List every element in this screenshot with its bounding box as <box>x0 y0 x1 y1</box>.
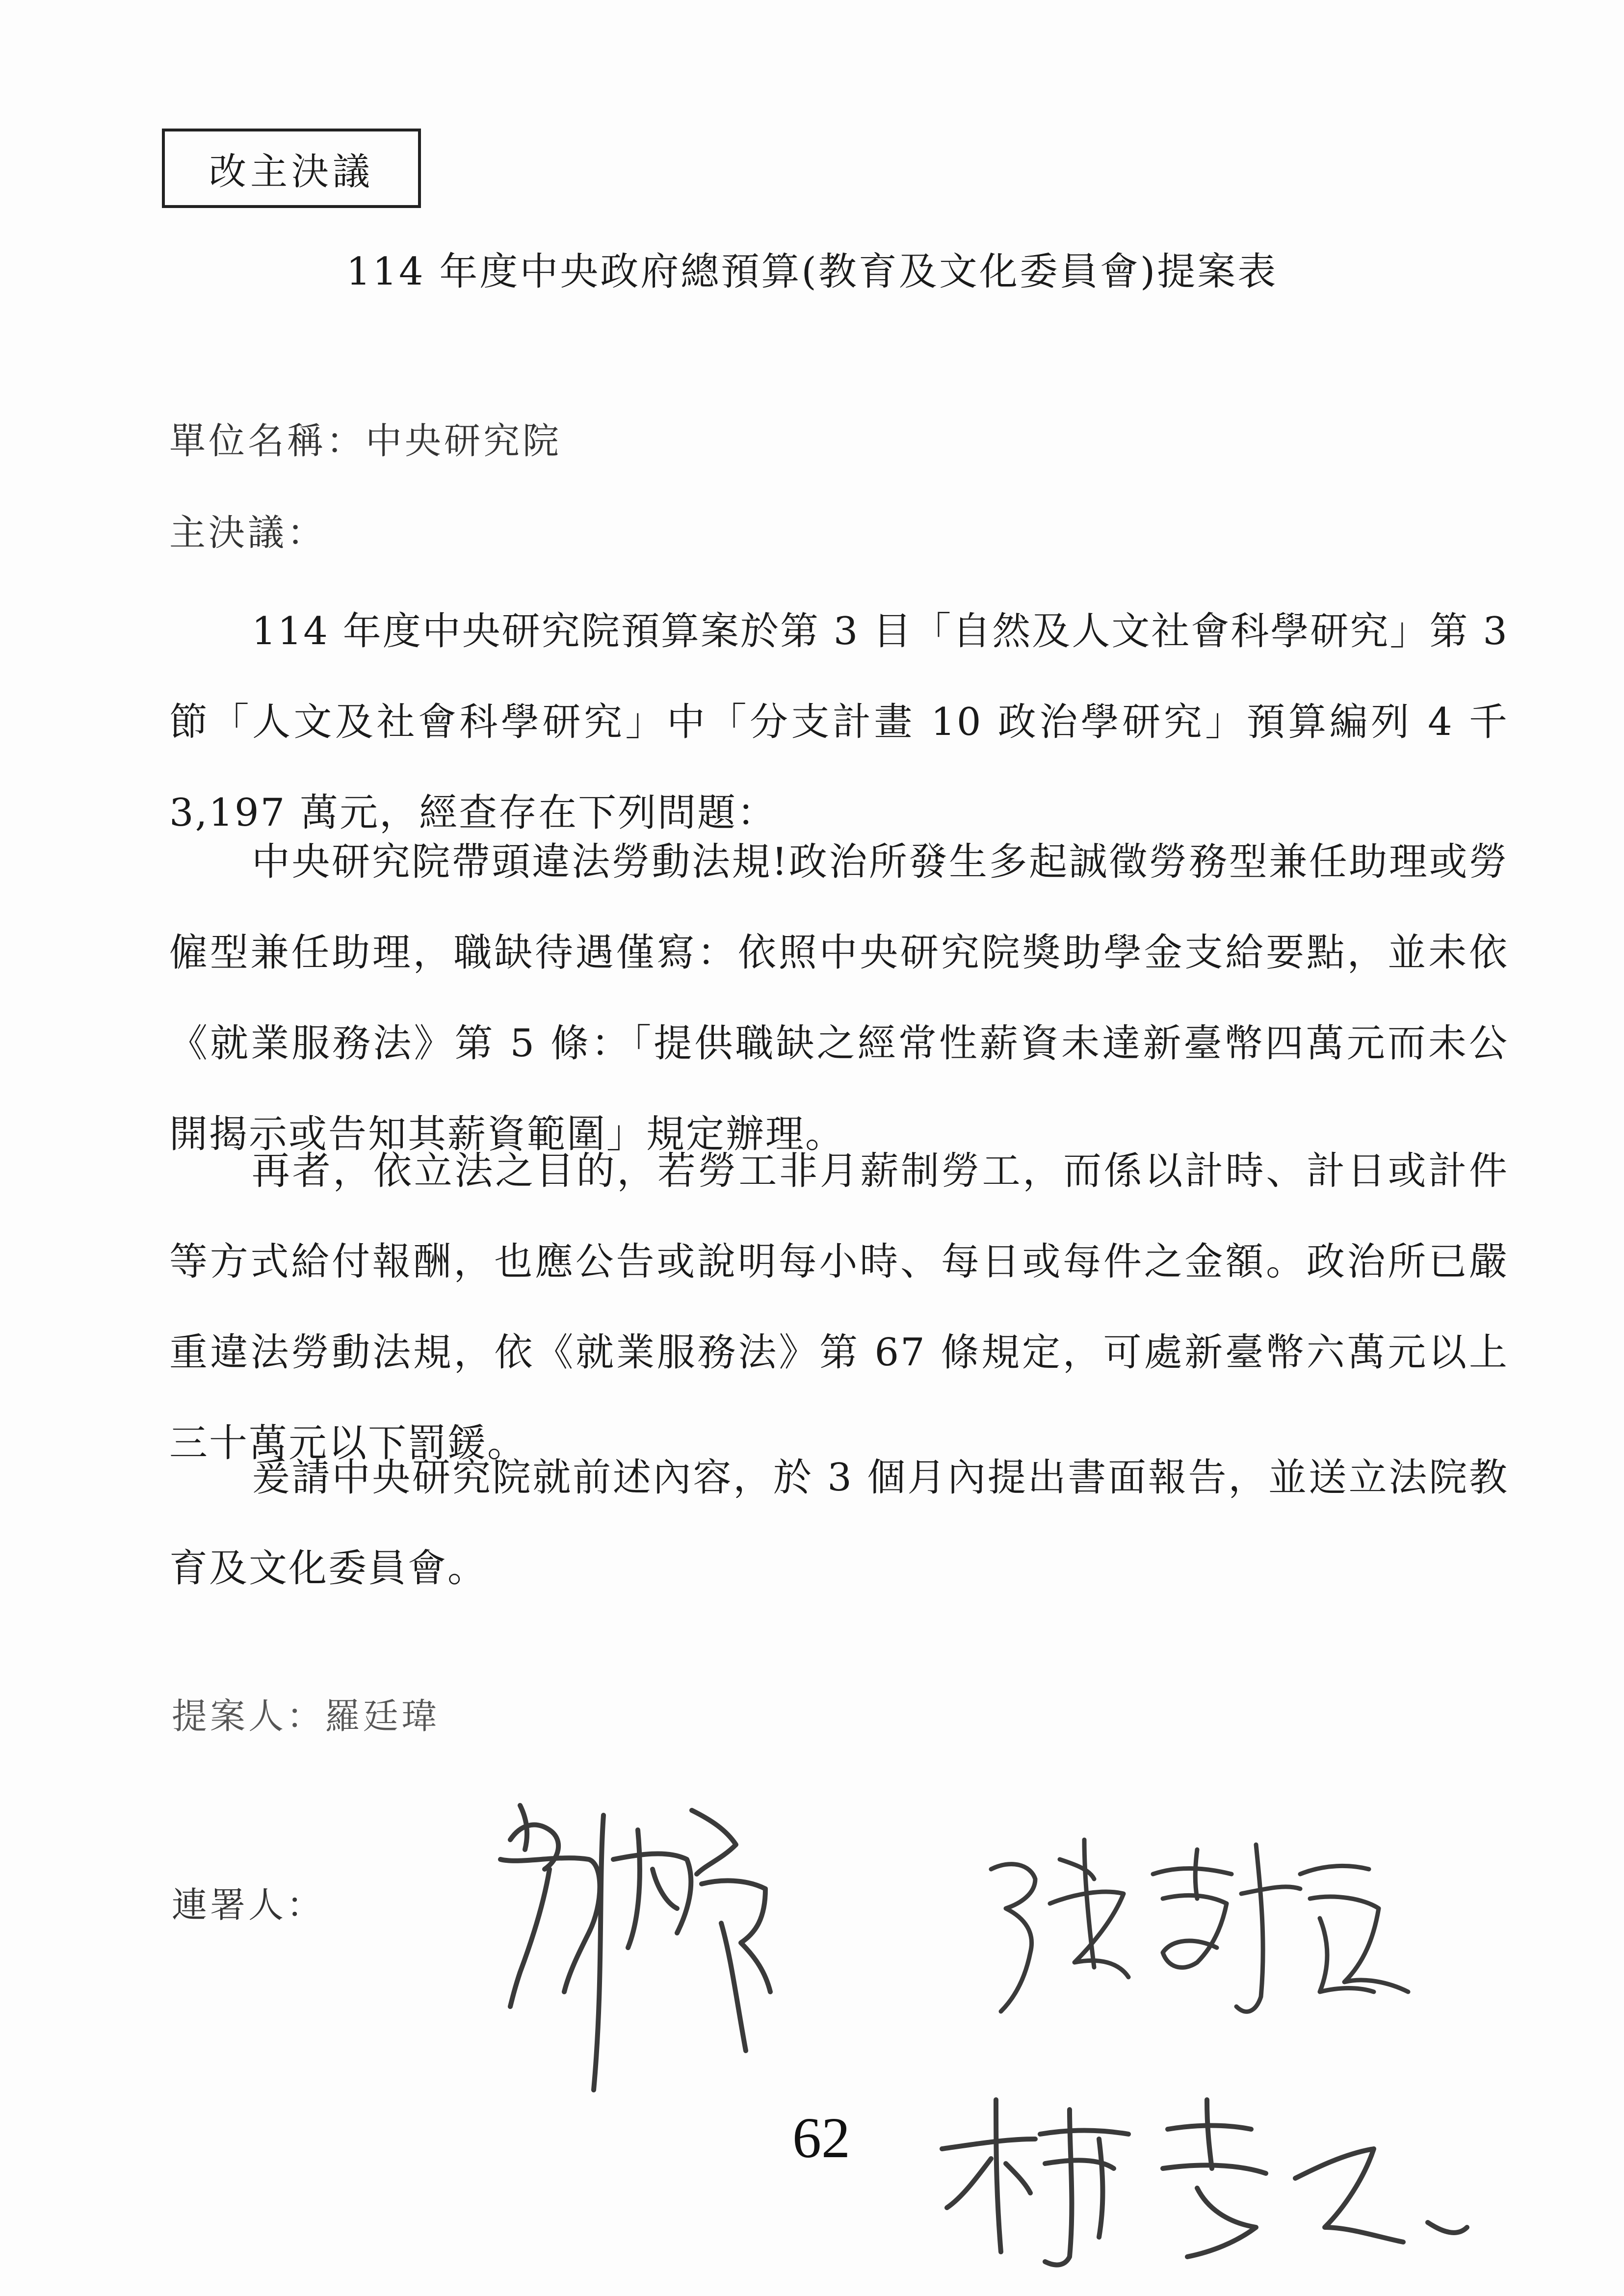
stamp-label: 改主決議 <box>209 149 374 193</box>
page-number: 62 <box>792 2106 850 2170</box>
body-paragraph-2: 中央研究院帶頭違法勞動法規!政治所發生多起誠徵勞務型兼任助理或勞僱型兼任助理，職缺待遇僅寫：依照中央研究院獎助學金支給要點，並未依《就業服務法》第 5 條：「提供職缺之經常性薪資未達新臺幣四萬元而未公開揭示或告知其薪資範圍」規定辦理。 <box>169 840 1509 1156</box>
signature-2 <box>976 1820 1433 2056</box>
body-paragraph-4: 爰請中央研究院就前述內容，於 3 個月內提出書面報告，並送立法院教育及文化委員會。 <box>169 1456 1509 1591</box>
document-title: 114 年度中央政府總預算(教育及文化委員會)提案表 <box>346 250 1278 294</box>
body-paragraph-1: 114 年度中央研究院預算案於第 3 目「自然及人文社會科學研究」第 3 節「人文及社會科學研究」中「分支計畫 10 政治學研究」預算編列 4 千 3,197 萬元，經查存在下列問題： <box>169 609 1509 835</box>
main-resolution-label: 主決議： <box>169 512 326 554</box>
unit-name-line: 單位名稱：中央研究院 <box>169 420 562 462</box>
amended-resolution-stamp <box>162 129 421 208</box>
signature-1 <box>491 1786 844 2129</box>
cosigner-label: 連署人： <box>172 1884 325 1926</box>
signature-3 <box>922 2080 1482 2276</box>
body-paragraph-3: 再者，依立法之目的，若勞工非月薪制勞工，而係以計時、計日或計件等方式給付報酬，也應公告或說明每小時、每日或每件之金額。政治所已嚴重違法勞動法規，依《就業服務法》第 67 條規定，可處新臺幣六萬元以上三十萬元以下罰鍰。 <box>169 1149 1509 1465</box>
proposer-line: 提案人：羅廷瑋 <box>172 1696 440 1737</box>
